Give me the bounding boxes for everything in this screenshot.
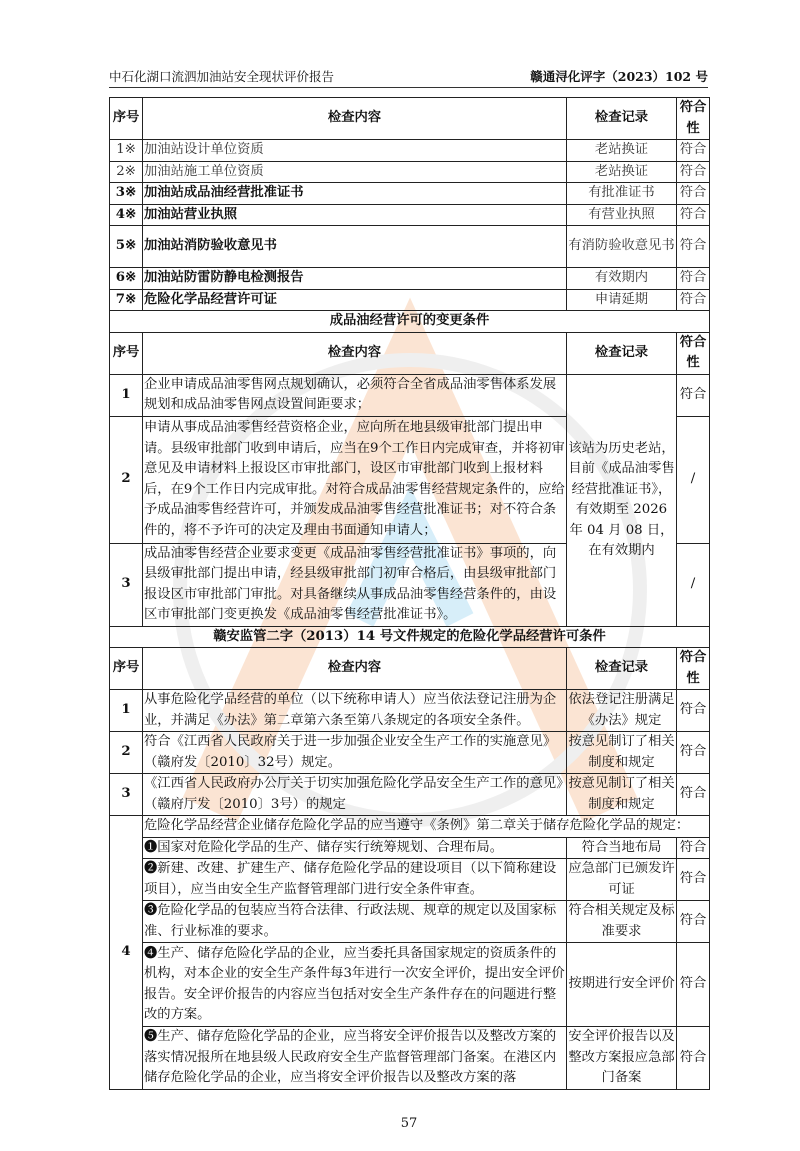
check-record: 申请延期 [567,289,677,311]
compliance: / [677,543,710,626]
compliance: 符合 [677,374,710,416]
table-row [110,268,710,290]
section-title: 成品油经营许可的变更条件 [110,311,710,333]
column-header-row [110,648,710,690]
row-number: 3 [110,774,143,816]
compliance: 符合 [677,226,710,268]
check-record: 符合当地布局 [567,837,677,859]
page-body [109,97,709,1151]
check-record: 按期进行安全评价 [567,943,677,1027]
check-record: 按意见制订了相关制度和规定 [567,732,677,774]
check-content: 加油站消防验收意见书 [143,226,567,268]
compliance: 符合 [677,732,710,774]
compliance: 符合 [677,289,710,311]
check-content: ❸危险化学品的包装应当符合法律、行政法规、规章的规定以及国家标准、行业标准的要求。 [143,901,567,943]
check-content: 危险化学品经营企业储存危险化学品的应当遵守《条例》第二章关于储存危险化学品的规定： [143,816,710,838]
column-header-seq: 序号 [110,648,143,690]
column-header-content: 检查内容 [143,648,567,690]
compliance: 符合 [677,837,710,859]
table-row [110,183,710,205]
section-title: 赣安监管二字（2013）14 号文件规定的危险化学品经营许可条件 [110,626,710,648]
table-row [110,774,710,816]
row-number: 4※ [110,204,143,226]
check-content: 符合《江西省人民政府关于进一步加强企业安全生产工作的实施意见》（赣府发〔2010〕32号）规定。 [143,732,567,774]
column-header-result: 符合性 [677,98,710,140]
table-row [110,732,710,774]
check-content: ❶国家对危险化学品的生产、储存实行统筹规划、合理布局。 [143,837,567,859]
compliance: 符合 [677,859,710,901]
compliance: 符合 [677,774,710,816]
compliance: 符合 [677,140,710,162]
row-number: 5※ [110,226,143,268]
column-header-record: 检查记录 [567,648,677,690]
check-record: 老站换证 [567,140,677,162]
row-number: 1※ [110,140,143,162]
check-content: 成品油零售经营企业要求变更《成品油零售经营批准证书》事项的，向县级审批部门提出申请，经县级审批部门初审合格后，由县级审批部门报设区市审批部门审批。对具备继续从事成品油零售经营条件的，由设区市审批部门变更换发《成品油零售经营批准证书》。 [143,543,567,626]
check-record: 安全评价报告以及整改方案报应急部门备案 [567,1027,677,1090]
compliance: 符合 [677,1027,710,1090]
compliance: 符合 [677,268,710,290]
check-record: 有营业执照 [567,204,677,226]
check-content: 企业申请成品油零售网点规划确认，必须符合全省成品油零售体系发展规划和成品油零售网点设置间距要求； [143,374,567,416]
check-content: 《江西省人民政府办公厅关于切实加强危险化学品安全生产工作的意见》（赣府厅发〔2010〕3号）的规定 [143,774,567,816]
check-record: 符合相关规定及标准要求 [567,901,677,943]
report-number: 赣通浔化评字（2023）102 号 [530,69,708,84]
row-number: 1 [110,690,143,732]
check-record: 应急部门已颁发许可证 [567,859,677,901]
row-number: 6※ [110,268,143,290]
page-number: 57 [400,1115,418,1131]
check-record: 有消防验收意见书 [567,226,677,268]
table-row [110,943,710,1027]
section-title-row [110,311,710,333]
table-row [110,374,710,416]
table-row [110,816,710,838]
compliance: 符合 [677,901,710,943]
row-number: 2 [110,732,143,774]
compliance: 符合 [677,204,710,226]
row-number: 1 [110,374,143,416]
row-number: 2 [110,416,143,543]
check-content: 加油站施工单位资质 [143,161,567,183]
report-title: 中石化湖口流泗加油站安全现状评价报告 [109,69,335,84]
column-header-record: 检查记录 [567,98,677,140]
table-row [110,289,710,311]
row-number: 2※ [110,161,143,183]
column-header-record: 检查记录 [567,332,677,374]
column-header-seq: 序号 [110,332,143,374]
row-number: 3 [110,543,143,626]
check-content: 从事危险化学品经营的单位（以下统称申请人）应当依法登记注册为企业，并满足《办法》第二章第六条至第八条规定的各项安全条件。 [143,690,567,732]
check-content: 加油站成品油经营批准证书 [143,183,567,205]
check-record: 有效期内 [567,268,677,290]
check-record: 按意见制订了相关制度和规定 [567,774,677,816]
check-content: ❹生产、储存危险化学品的企业，应当委托具备国家规定的资质条件的机构，对本企业的安全生产条件每3年进行一次安全评价，提出安全评价报告。安全评价报告的内容应当包括对安全生产条件存在的问题进行整改的方案。 [143,943,567,1027]
check-content: 申请从事成品油零售经营资格企业，应向所在地县级审批部门提出申请。县级审批部门收到申请后，应当在9个工作日内完成审查，并将初审意见及申请材料上报设区市审批部门，设区市审批部门收到上报材料后，在9个工作日内完成审批。对符合成品油零售经营规定条件的，应给予成品油零售经营许可，并颁发成品油零售经营批准证书；对不符合条件的，将不予许可的决定及理由书面通知申请人； [143,416,567,543]
column-header-content: 检查内容 [143,332,567,374]
check-record: 有批准证书 [567,183,677,205]
compliance: 符合 [677,183,710,205]
column-header-row [110,98,710,140]
column-header-content: 检查内容 [143,98,567,140]
table-row [110,226,710,268]
check-record: 依法登记注册满足《办法》规定 [567,690,677,732]
check-content: ❺生产、储存危险化学品的企业，应当将安全评价报告以及整改方案的落实情况报所在地县级人民政府安全生产监督管理部门备案。在港区内储存危险化学品的企业，应当将安全评价报告以及整改方案的落 [143,1027,567,1090]
page-header [109,66,708,88]
table-row [110,901,710,943]
row-number: 3※ [110,183,143,205]
table-row [110,837,710,859]
table-row [110,140,710,162]
column-header-result: 符合性 [677,332,710,374]
check-content: 加油站营业执照 [143,204,567,226]
check-record: 老站换证 [567,161,677,183]
compliance: / [677,416,710,543]
compliance: 符合 [677,943,710,1027]
check-content: ❷新建、改建、扩建生产、储存危险化学品的建设项目（以下简称建设项目），应当由安全生产监督管理部门进行安全条件审查。 [143,859,567,901]
inspection-table [109,97,710,1090]
check-content: 危险化学品经营许可证 [143,289,567,311]
row-number: 7※ [110,289,143,311]
column-header-result: 符合性 [677,648,710,690]
section-title-row [110,626,710,648]
table-row [110,161,710,183]
compliance: 符合 [677,690,710,732]
column-header-row [110,332,710,374]
table-row [110,690,710,732]
column-header-seq: 序号 [110,98,143,140]
check-content: 加油站防雷防静电检测报告 [143,268,567,290]
check-record: 该站为历史老站，目前《成品油零售经营批准证书》，有效期至 2026 年 04 月 08 日，在有效期内 [567,374,677,626]
row-number: 4 [110,816,143,1090]
check-content: 加油站设计单位资质 [143,140,567,162]
compliance: 符合 [677,161,710,183]
table-row [110,859,710,901]
table-row [110,1027,710,1090]
table-row [110,204,710,226]
